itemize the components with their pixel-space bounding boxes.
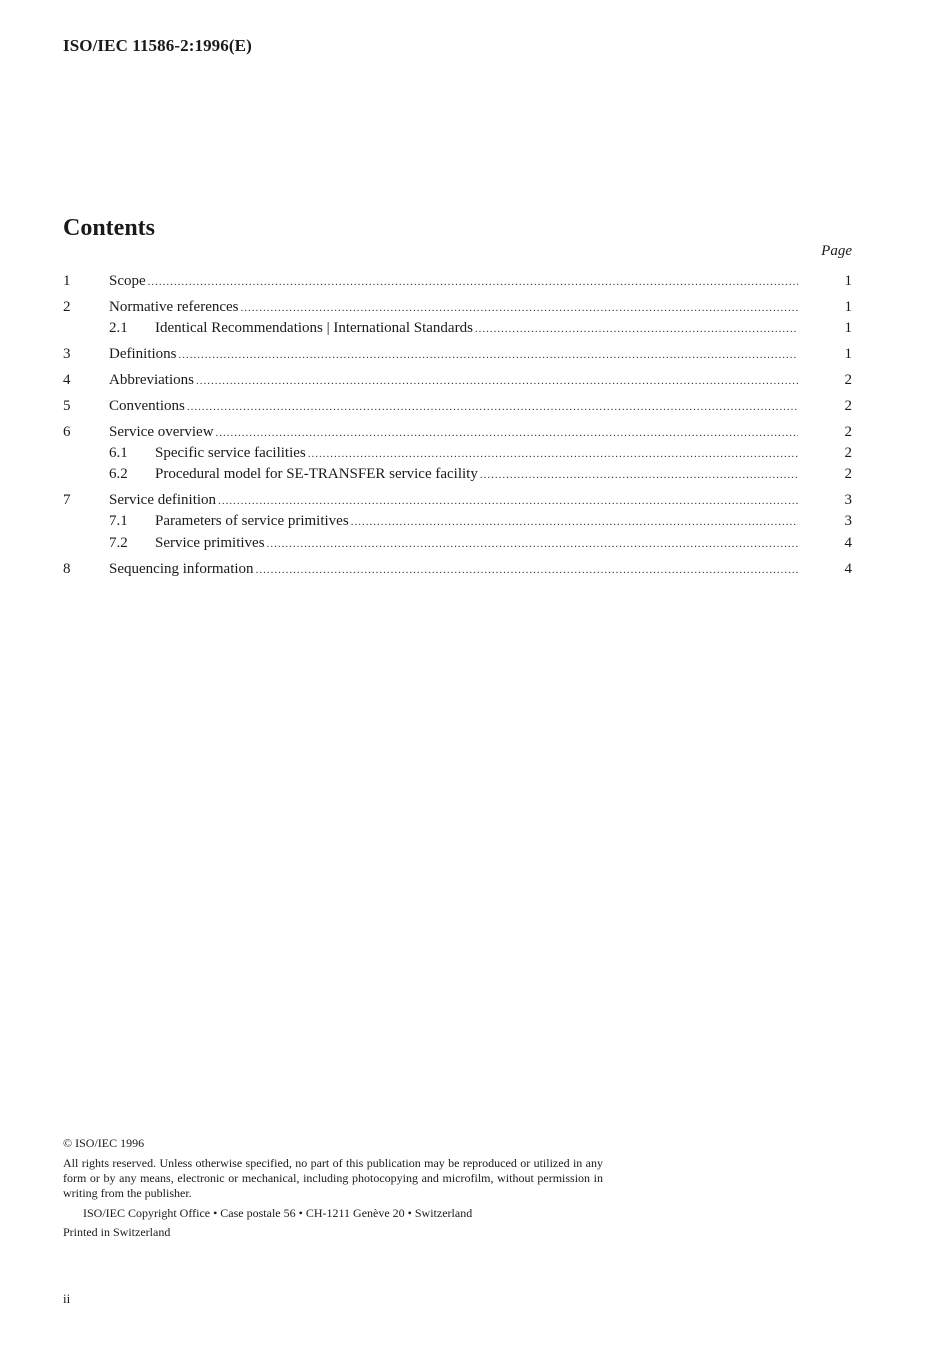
toc-entry-number: 8 <box>63 561 71 577</box>
toc-entry-title: Specific service facilities <box>155 445 306 461</box>
toc-entry-title: Definitions <box>109 346 177 362</box>
toc-entry-title: Parameters of service primitives <box>155 513 349 529</box>
dot-leader <box>218 491 798 511</box>
toc-entry-page: 1 <box>844 299 852 315</box>
toc-entry[interactable] <box>0 422 950 442</box>
toc-entry-page: 2 <box>844 398 852 414</box>
toc-entry-line <box>109 297 798 318</box>
dot-leader <box>241 298 798 318</box>
toc-entry[interactable] <box>0 271 950 291</box>
toc-entry-title: Abbreviations <box>109 372 194 388</box>
toc-entry[interactable] <box>0 559 950 579</box>
dot-leader <box>351 512 798 532</box>
toc-entry-title: Procedural model for SE-TRANSFER service facility <box>155 466 478 482</box>
toc-entry-line <box>109 490 798 511</box>
toc-entry-number: 2.1 <box>109 320 128 336</box>
toc-entry-number: 7.2 <box>109 535 128 551</box>
toc-entry-title: Service definition <box>109 492 217 508</box>
dot-leader <box>267 534 798 554</box>
toc-entry-page: 2 <box>844 466 852 482</box>
document-identifier: ISO/IEC 11586-2:1996(E) <box>63 36 252 55</box>
toc-entry-line <box>155 443 798 464</box>
toc-entry-number: 1 <box>63 273 71 289</box>
toc-entry-page: 4 <box>844 561 852 577</box>
toc-entry-number: 6.1 <box>109 445 128 461</box>
toc-entry-line <box>109 396 798 417</box>
toc-entry-number: 6 <box>63 424 71 440</box>
toc-entry-line <box>155 318 798 339</box>
toc-entry-line <box>109 422 798 443</box>
toc-entry-number: 7.1 <box>109 513 128 529</box>
dot-leader <box>475 319 798 339</box>
toc-entry[interactable] <box>0 464 950 484</box>
toc-entry-title: Identical Recommendations | International Standards <box>155 320 473 336</box>
toc-entry-line <box>109 271 798 292</box>
toc-entry[interactable] <box>0 344 950 364</box>
toc-entry-page: 3 <box>844 513 852 529</box>
toc-entry-page: 4 <box>844 535 852 551</box>
dot-leader <box>480 465 798 485</box>
toc-entry-title: Conventions <box>109 398 185 414</box>
copyright-block <box>63 1136 603 1240</box>
toc-entry[interactable] <box>0 511 950 531</box>
toc-entry-title: Service overview <box>109 424 214 440</box>
toc-entry-line <box>155 464 798 485</box>
toc-entry[interactable] <box>0 533 950 553</box>
toc-entry-line <box>109 370 798 391</box>
dot-leader <box>256 560 798 580</box>
dot-leader <box>179 345 799 365</box>
page-number: ii <box>63 1291 71 1306</box>
toc-entry-number: 3 <box>63 346 71 362</box>
toc-entry[interactable] <box>0 297 950 317</box>
dot-leader <box>216 423 798 443</box>
toc-entry-title: Scope <box>109 273 146 289</box>
toc-entry[interactable] <box>0 490 950 510</box>
toc-entry-line <box>155 533 798 554</box>
toc-entry[interactable] <box>0 318 950 338</box>
toc-entry-page: 1 <box>844 273 852 289</box>
dot-leader <box>148 272 798 292</box>
toc-entry-number: 2 <box>63 299 71 315</box>
toc-entry-line <box>155 511 798 532</box>
rights-statement: All rights reserved. Unless otherwise specified, no part of this publication may be reproduced or utilized in any form or by any means, electronic or mechanical, including photocopying and microfilm, without permission in writing from the publisher. <box>63 1156 603 1200</box>
copyright-notice: © ISO/IEC 1996 <box>63 1136 145 1150</box>
toc-entry-line <box>109 559 798 580</box>
table-of-contents <box>0 0 950 600</box>
contents-heading: Contents <box>63 215 156 241</box>
toc-entry-number: 7 <box>63 492 71 508</box>
toc-entry-line <box>109 344 798 365</box>
dot-leader <box>196 371 798 391</box>
toc-entry[interactable] <box>0 370 950 390</box>
copyright-office-address: ISO/IEC Copyright Office • Case postale 56 • CH-1211 Genève 20 • Switzerland <box>83 1206 473 1220</box>
toc-entry-title: Normative references <box>109 299 239 315</box>
page-column-label: Page <box>821 243 852 259</box>
toc-entry-number: 5 <box>63 398 71 414</box>
toc-entry-page: 2 <box>844 372 852 388</box>
toc-entry[interactable] <box>0 396 950 416</box>
toc-entry-number: 6.2 <box>109 466 128 482</box>
toc-entry-page: 3 <box>844 492 852 508</box>
toc-entry-page: 1 <box>844 320 852 336</box>
toc-entry[interactable] <box>0 443 950 463</box>
printed-in-note: Printed in Switzerland <box>63 1225 171 1239</box>
dot-leader <box>187 397 798 417</box>
toc-entry-title: Service primitives <box>155 535 265 551</box>
toc-entry-title: Sequencing information <box>109 561 254 577</box>
toc-entry-number: 4 <box>63 372 71 388</box>
toc-entry-page: 2 <box>844 424 852 440</box>
dot-leader <box>308 444 798 464</box>
toc-entry-page: 2 <box>844 445 852 461</box>
toc-entry-page: 1 <box>844 346 852 362</box>
